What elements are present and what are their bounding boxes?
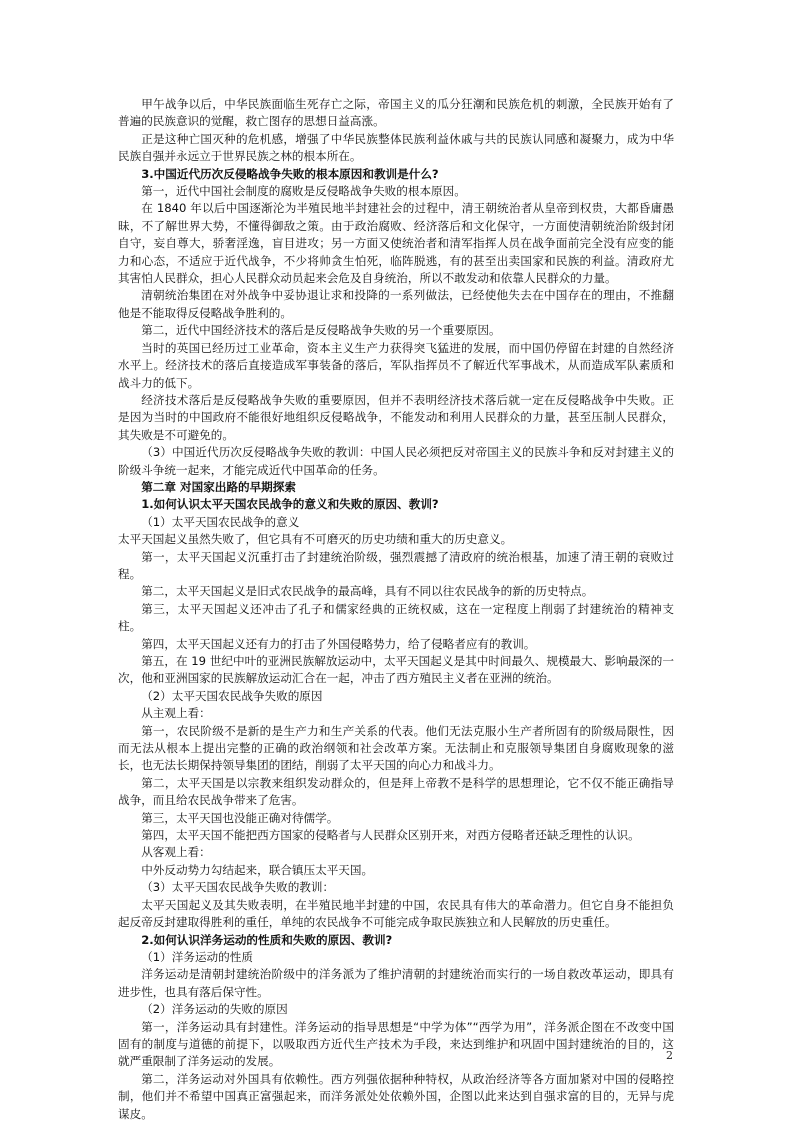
paragraph: 太平天国起义虽然失败了，但它具有不可磨灭的历史功绩和重大的历史意义。 [118, 532, 513, 547]
paragraph: 第一，洋务运动具有封建性。洋务运动的指导思想是“中学为体”“西学为用”，洋务派企图在不改变中国固有的制度与道德的前提下，以吸取西方近代生产技术为手段，来达到维护和巩固中国封建统治的目的，这就严重限制了洋务运动的发展。 [118, 1019, 674, 1069]
question-heading: 1.如何认识太平天国农民战争的意义和失败的原因、教训? [141, 497, 439, 512]
paragraph: 第四，太平天国不能把西方国家的侵略者与人民群众区别开来，对西方侵略者还缺乏理性的认识。 [141, 828, 640, 843]
paragraph: 中外反动势力勾结起来，联合镇压太平天国。 [141, 862, 374, 877]
paragraph: 甲午战争以后，中华民族面临生死存亡之际，帝国主义的瓜分狂潮和民族危机的刺激，全民族开始有了普遍的民族意识的觉醒，救亡图存的思想日益高涨。 [118, 97, 674, 129]
question-heading: 2.如何认识洋务运动的性质和失败的原因、教训? [141, 932, 393, 947]
paragraph: 当时的英国已经历过工业革命，资本主义生产力获得突飞猛进的发展，而中国仍停留在封建的自然经济水平上。经济技术的落后直接造成军事装备的落后，军队指挥员不了解近代军事战术，从而造成军队素质和战斗力的低下。 [118, 340, 674, 390]
paragraph: 从客观上看： [141, 845, 211, 860]
paragraph: 经济技术落后是反侵略战争失败的重要原因，但并不表明经济技术落后就一定在反侵略战争中失败。正是因为当时的中国政府不能很好地组织反侵略战争，不能发动和利用人民群众的力量，甚至压制人民群众，其失败是不可避免的。 [118, 392, 674, 442]
paragraph: 第五，在 19 世纪中叶的亚洲民族解放运动中，太平天国起义是其中时间最久、规模最大、影响最深的一次，他和亚洲国家的民族解放运动汇合在一起，冲击了西方殖民主义者在亚洲的统治。 [118, 654, 674, 686]
paragraph: 第三，太平天国也没能正确对待儒学。 [141, 810, 339, 825]
question-heading: 3.中国近代历次反侵略战争失败的根本原因和教训是什么? [141, 166, 439, 181]
paragraph: 洋务运动是清朝封建统治阶级中的洋务派为了维护清朝的封建统治而实行的一场自救改革运动，即具有进步性，也具有落后保守性。 [118, 967, 674, 999]
paragraph: （3）中国近代历次反侵略战争失败的教训：中国人民必须把反对帝国主义的民族斗争和反对封建主义的阶级斗争统一起来，才能完成近代中国革命的任务。 [118, 445, 674, 477]
paragraph: 正是这种亡国灭种的危机感，增强了中华民族整体民族利益休戚与共的民族认同感和凝聚力，成为中华民族自强并永远立于世界民族之林的根本所在。 [118, 131, 674, 164]
paragraph: 太平天国起义及其失败表明，在半殖民地半封建的中国，农民具有伟大的革命潜力。但它自身不能担负起反帝反封建取得胜利的重任，单纯的农民战争不可能完成争取民族独立和人民解放的历史重任。 [118, 897, 674, 930]
paragraph: 第二，近代中国经济技术的落后是反侵略战争失败的另一个重要原因。 [141, 323, 501, 338]
paragraph: 第一，太平天国起义沉重打击了封建统治阶级，强烈震撼了清政府的统治根基，加速了清王朝的衰败过程。 [118, 549, 674, 581]
paragraph: （3）太平天国农民战争失败的教训： [141, 880, 335, 895]
paragraph: 第三，太平天国起义还冲击了孔子和儒家经典的正统权威，这在一定程度上削弱了封建统治的精神支柱。 [118, 601, 674, 634]
paragraph: 清朝统治集团在对外战争中妥协退让求和投降的一系列做法，已经使他失去在中国存在的理由，不推翻他是不能取得反侵略战争胜利的。 [118, 288, 674, 320]
paragraph: 在 1840 年以后中国逐渐沦为半殖民地半封建社会的过程中，清王朝统治者从皇帝到权贵，大都昏庸愚昧，不了解世界大势，不懂得御敌之策。由于政治腐败、经济落后和文化保守，一方面使清朝统治阶级封闭自守，妄自尊大，骄奢淫逸，盲目进攻；另一方面又使统治者和清军指挥人员在战争面前完全没有应变的能力和心态，不适应于近代战争，不少将帅贪生怕死，临阵脱逃，有的甚至出卖国家和民族的利益。清政府尤其害怕人民群众，担心人民群众动员起来会危及自身统治，所以不敢发动和依靠人民群众的力量。 [118, 201, 674, 286]
paragraph: 第一，农民阶级不是新的是生产力和生产关系的代表。他们无法克服小生产者所固有的阶级局限性，因而无法从根本上提出完整的正确的政治纲领和社会改革方案。无法制止和克服领导集团自身腐败现象的滋长，也无法长期保持领导集团的团结，削弱了太平天国的向心力和战斗力。 [118, 723, 674, 773]
document-body [118, 96, 674, 1123]
paragraph: 第一，近代中国社会制度的腐败是反侵略战争失败的根本原因。 [141, 184, 466, 199]
paragraph: 从主观上看： [141, 706, 211, 721]
paragraph: （2）太平天国农民战争失败的原因 [141, 688, 323, 703]
paragraph: 第四，太平天国起义还有力的打击了外国侵略势力，给了侵略者应有的教训。 [141, 636, 536, 651]
page-number: 2 [666, 1049, 673, 1062]
paragraph: 第二，太平天国起义是旧式农民战争的最高峰，具有不同以往农民战争的新的历史特点。 [141, 584, 594, 599]
chapter-heading: 第二章 对国家出路的早期探索 [141, 479, 296, 494]
paragraph: （1）洋务运动的性质 [141, 949, 253, 964]
paragraph: 第二，太平天国是以宗教来组织发动群众的，但是拜上帝教不是科学的思想理论，它不仅不能正确指导战争，而且给农民战争带来了危害。 [118, 775, 674, 808]
paragraph: （2）洋务运动的失败的原因 [141, 1002, 288, 1017]
paragraph: 第二，洋务运动对外国具有依赖性。西方列强依据种种特权，从政治经济等各方面加紧对中国的侵略控制，他们并不希望中国真正富强起来，而洋务派处处依赖外国，企图以此来达到自强求富的目的，无异与虎谋皮。 [118, 1071, 674, 1121]
paragraph: （1）太平天国农民战争的意义 [141, 514, 300, 529]
